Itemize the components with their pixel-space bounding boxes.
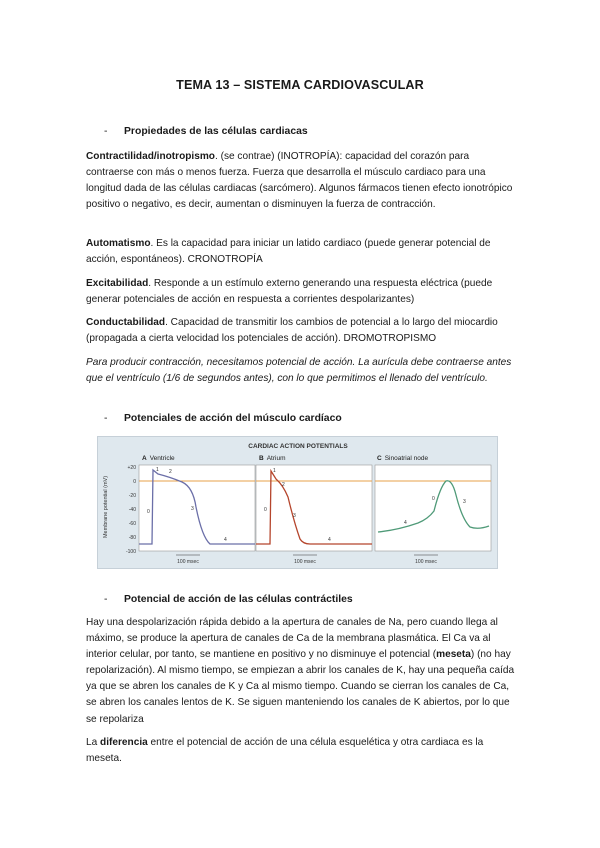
panel-name: Sinoatrial node [384, 455, 429, 462]
term-automatismo: Automatismo [86, 238, 151, 249]
time-scale: 100 msec [415, 559, 437, 565]
y-tick: -100 [125, 549, 136, 555]
bullet-dash: - [104, 126, 108, 137]
section-heading-text: Potenciales de acción del músculo cardíaco [124, 413, 342, 424]
term-diferencia: diferencia [100, 737, 148, 748]
panel-plot-area [375, 465, 491, 551]
phase-label: 0 [147, 509, 150, 515]
page-title: TEMA 13 – SISTEMA CARDIOVASCULAR [176, 78, 424, 92]
y-tick: -20 [128, 493, 136, 499]
term-contractilidad: Contractilidad/inotropismo [86, 151, 215, 162]
phase-label: 3 [191, 506, 194, 512]
panel-name: Atrium [266, 455, 286, 462]
section-heading-contractiles [104, 594, 353, 605]
panel-letter: A [142, 455, 147, 462]
y-tick: -40 [128, 507, 136, 513]
cardiac-action-potentials-figure [97, 436, 498, 569]
text-excitabilidad: . Responde a un estímulo externo generando una respuesta eléctrica (puede generar potenciales de acción en respuesta a corrientes despolarizantes) [86, 278, 493, 306]
section-heading-potenciales [104, 413, 342, 424]
section-heading-text: Propiedades de las células cardiacas [124, 126, 308, 137]
phase-label: 2 [169, 469, 172, 475]
paragraph-contractilidad [86, 149, 516, 213]
panel-ventricle [139, 455, 255, 565]
panel-atrium [256, 455, 372, 565]
y-tick: -60 [128, 521, 136, 527]
y-axis-label: Membrane potential (mV) [103, 475, 109, 539]
y-tick: +20 [127, 465, 136, 471]
figure-svg [98, 437, 499, 570]
phase-label: 3 [463, 499, 466, 505]
text-diferencia: entre el potencial de acción de una célula esquelética y otra cardiaca es la meseta. [86, 737, 484, 765]
svg-text:AVentricle [142, 455, 175, 462]
bullet-dash: - [104, 413, 108, 424]
phase-label: 2 [282, 482, 285, 488]
y-tick: 0 [133, 479, 136, 485]
section-heading-propiedades [104, 126, 308, 137]
time-scale: 100 msec [294, 559, 316, 565]
panel-letter: B [259, 455, 264, 462]
text-contractiles-1: Hay una despolarización rápida debido a la apertura de canales de Na, pero cuando llega al máximo, se produce la apertura de canales de Ca de la membrana plasmática. El Ca va al interior celular, por tanto, se mantiene en positivo y no disminuye el potencial ( [86, 617, 498, 661]
text-automatismo: . Es la capacidad para iniciar un latido cardiaco (puede generar potencial de acción, espontáneos). CRONOTROPÍA [86, 238, 491, 266]
svg-text:CSinoatrial node [377, 455, 428, 462]
paragraph-conductabilidad [86, 315, 516, 347]
phase-label: 1 [273, 468, 276, 474]
bullet-dash: - [104, 594, 108, 605]
panel-name: Ventricle [149, 455, 175, 462]
text-contractilidad: . (se contrae) (INOTROPÍA): capacidad del corazón para contraerse con más o menos fuerza. Fuerza que desarrolla el músculo cardiaco para una longitud dada de las células cardiacas (sarcómero). Algunos fármacos tienen efecto ionotrópico positivo o negativo, es decir, aumentan o disminuyen la fuerza de contracción. [86, 151, 513, 211]
panel-letter: C [377, 455, 382, 462]
phase-label: 3 [293, 513, 296, 519]
text-conductabilidad: . Capacidad de transmitir los cambios de potencial a lo largo del miocardio (propagada a cierta velocidad los potenciales de acción). DROMOTROPISMO [86, 317, 498, 345]
svg-text:BAtrium [259, 455, 285, 462]
panel-plot-area [139, 465, 255, 551]
phase-label: 4 [328, 537, 331, 543]
paragraph-excitabilidad [86, 276, 516, 308]
term-conductabilidad: Conductabilidad [86, 317, 166, 328]
phase-label: 4 [404, 520, 407, 526]
phase-label: 4 [224, 537, 227, 543]
time-scale: 100 msec [177, 559, 199, 565]
figure-title: CARDIAC ACTION POTENTIALS [248, 443, 348, 450]
phase-label: 1 [156, 467, 159, 473]
paragraph-contractiles [86, 615, 516, 728]
panel-sinoatrial-node [375, 455, 491, 565]
y-tick: -80 [128, 535, 136, 541]
text-diferencia-pre: La [86, 737, 101, 748]
phase-label: 0 [432, 496, 435, 502]
paragraph-automatismo [86, 236, 516, 268]
paragraph-diferencia [86, 735, 516, 767]
term-excitabilidad: Excitabilidad [86, 278, 149, 289]
text-contractiles-2: ) (no hay repolarización). Al mismo tiempo, se empiezan a abrir los canales de K, hay una pequeña caída ya que se abren los canales de K y Ca al mismo tiempo. Cuando se cierran los canales de Ca, se abren los canales lentos de K. Se siguen manteniendo los canales de K abiertos, por lo que se repolariza [86, 649, 515, 725]
term-meseta: meseta [436, 649, 471, 661]
panel-plot-area [256, 465, 372, 551]
paragraph-italic-note: Para producir contracción, necesitamos potencial de acción. La aurícula debe contraerse antes que el ventrículo (1/6 de segundos antes), con lo que permitimos el llenado del ventrículo. [86, 357, 512, 385]
phase-label: 0 [264, 507, 267, 513]
section-heading-text: Potencial de acción de las células contráctiles [124, 594, 353, 605]
